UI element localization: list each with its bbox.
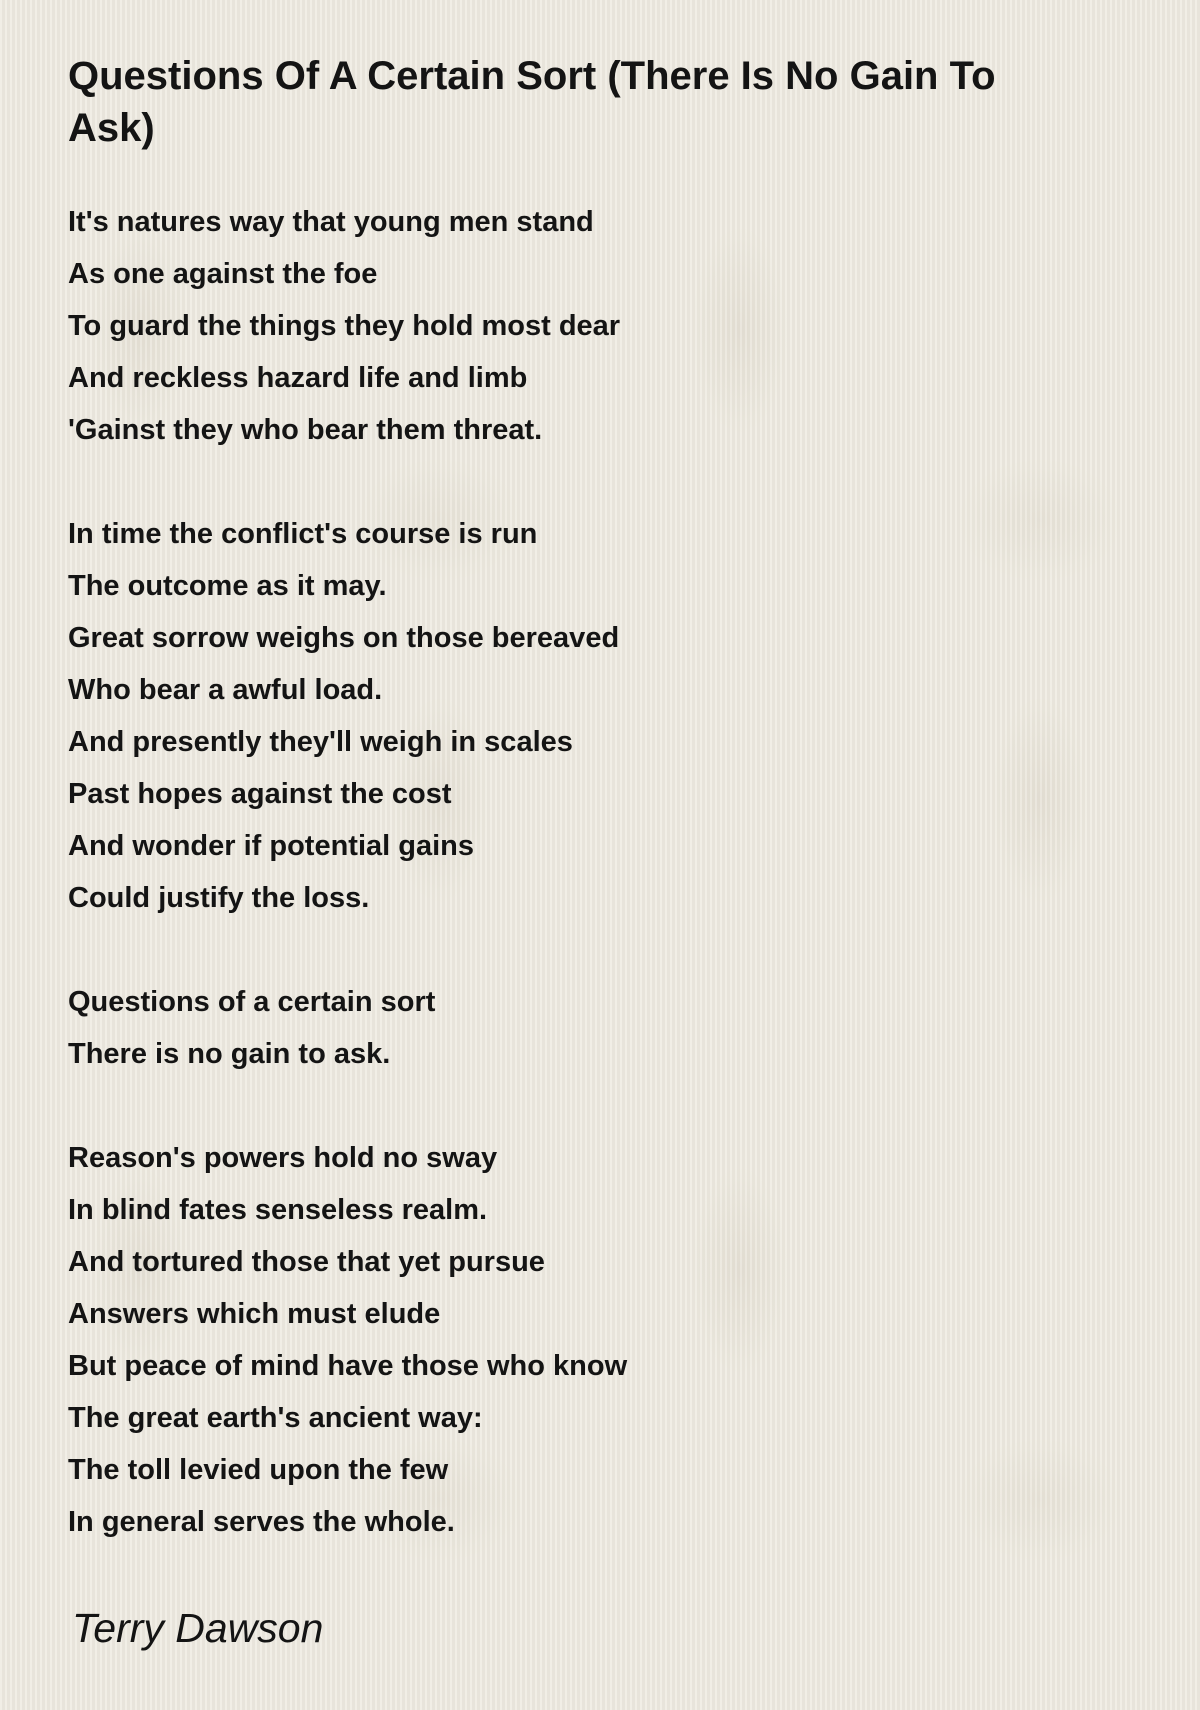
poem-line: There is no gain to ask. — [68, 1038, 391, 1070]
poem-line: Could justify the loss. — [68, 882, 370, 914]
poem-line: In time the conflict's course is run — [68, 518, 538, 550]
poem-line: 'Gainst they who bear them threat. — [68, 414, 543, 446]
poem-line: And wonder if potential gains — [68, 830, 474, 862]
poem-line: The toll levied upon the few — [68, 1454, 449, 1486]
stanza — [68, 508, 1128, 924]
poem-line: To guard the things they hold most dear — [68, 310, 621, 342]
poem-line: Past hopes against the cost — [68, 778, 452, 810]
poem-line: And presently they'll weigh in scales — [68, 726, 573, 758]
poem-line: And reckless hazard life and limb — [68, 362, 528, 394]
stanza — [68, 1132, 1128, 1548]
poem-line: The great earth's ancient way: — [68, 1402, 483, 1434]
poem-line: Answers which must elude — [68, 1298, 441, 1330]
poem-line: But peace of mind have those who know — [68, 1350, 628, 1382]
poem-line: The outcome as it may. — [68, 570, 387, 602]
poem-body — [68, 196, 1128, 1548]
poem-line: In blind fates senseless realm. — [68, 1194, 488, 1226]
poem-page — [68, 50, 1128, 1548]
poem-title: Questions Of A Certain Sort (There Is No Gain To Ask) — [68, 54, 996, 150]
poem-line: And tortured those that yet pursue — [68, 1246, 545, 1278]
stanza — [68, 196, 1128, 456]
poem-line: It's natures way that young men stand — [68, 206, 594, 238]
poem-line: Reason's powers hold no sway — [68, 1142, 498, 1174]
poem-author: Terry Dawson — [72, 1605, 324, 1651]
stanza — [68, 976, 1128, 1080]
poem-line: Questions of a certain sort — [68, 986, 436, 1018]
poem-line: Great sorrow weighs on those bereaved — [68, 622, 620, 654]
poem-line: As one against the foe — [68, 258, 378, 290]
poem-line: Who bear a awful load. — [68, 674, 383, 706]
poem-line: In general serves the whole. — [68, 1506, 455, 1538]
